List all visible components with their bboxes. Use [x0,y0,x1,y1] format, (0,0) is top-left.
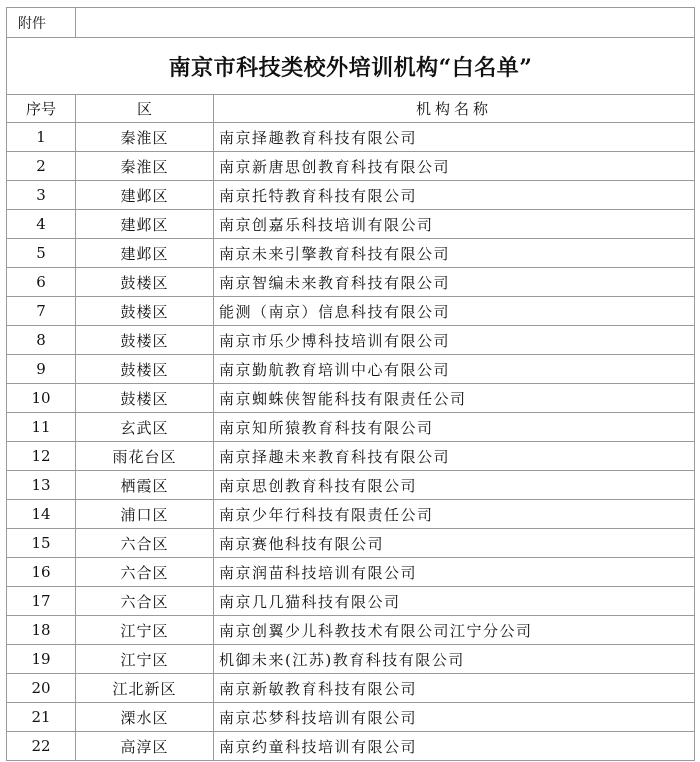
row-district: 江宁区 [76,616,214,645]
row-name: 南京润苗科技培训有限公司 [214,558,695,587]
row-district: 雨花台区 [76,442,214,471]
table-row [7,500,695,529]
row-index: 8 [7,326,76,355]
row-index: 14 [7,500,76,529]
title-row [7,38,695,95]
row-index: 6 [7,268,76,297]
row-index: 17 [7,587,76,616]
row-index: 1 [7,123,76,152]
table-row [7,181,695,210]
table-row [7,326,695,355]
row-name: 南京创翼少儿科教技术有限公司江宁分公司 [214,616,695,645]
row-index: 22 [7,732,76,761]
row-name: 南京少年行科技有限责任公司 [214,500,695,529]
header-row [7,95,695,123]
row-name: 南京创嘉乐科技培训有限公司 [214,210,695,239]
table-row [7,442,695,471]
table-row [7,297,695,326]
row-name: 南京知所猿教育科技有限公司 [214,413,695,442]
row-index: 3 [7,181,76,210]
attachment-blank [76,8,695,38]
attachment-row [7,8,695,38]
row-index: 9 [7,355,76,384]
header-name: 机构名称 [214,95,695,123]
table-row [7,152,695,181]
row-district: 溧水区 [76,703,214,732]
row-name: 南京蜘蛛侠智能科技有限责任公司 [214,384,695,413]
row-index: 18 [7,616,76,645]
row-index: 5 [7,239,76,268]
table-row [7,355,695,384]
table-row [7,123,695,152]
row-name: 南京勤航教育培训中心有限公司 [214,355,695,384]
table-row [7,558,695,587]
row-district: 玄武区 [76,413,214,442]
row-district: 鼓楼区 [76,268,214,297]
row-district: 鼓楼区 [76,355,214,384]
row-name: 南京市乐少博科技培训有限公司 [214,326,695,355]
row-district: 高淳区 [76,732,214,761]
row-district: 栖霞区 [76,471,214,500]
row-index: 13 [7,471,76,500]
row-index: 4 [7,210,76,239]
row-district: 江北新区 [76,674,214,703]
row-index: 20 [7,674,76,703]
table-row [7,210,695,239]
row-district: 六合区 [76,529,214,558]
row-district: 建邺区 [76,239,214,268]
row-district: 六合区 [76,587,214,616]
whitelist-table [6,7,695,761]
row-district: 六合区 [76,558,214,587]
row-name: 南京择趣未来教育科技有限公司 [214,442,695,471]
row-index: 12 [7,442,76,471]
row-name: 南京智编未来教育科技有限公司 [214,268,695,297]
row-district: 建邺区 [76,181,214,210]
table-row [7,703,695,732]
row-name: 南京未来引擎教育科技有限公司 [214,239,695,268]
row-index: 7 [7,297,76,326]
document-sheet [6,7,694,761]
row-name: 机御未来(江苏)教育科技有限公司 [214,645,695,674]
attachment-label: 附件 [7,8,76,38]
row-district: 秦淮区 [76,123,214,152]
row-name: 南京择趣教育科技有限公司 [214,123,695,152]
row-district: 江宁区 [76,645,214,674]
row-district: 建邺区 [76,210,214,239]
table-row [7,471,695,500]
table-row [7,732,695,761]
row-name: 南京托特教育科技有限公司 [214,181,695,210]
row-index: 16 [7,558,76,587]
row-name: 能测（南京）信息科技有限公司 [214,297,695,326]
row-index: 2 [7,152,76,181]
table-row [7,413,695,442]
row-district: 浦口区 [76,500,214,529]
row-name: 南京新唐思创教育科技有限公司 [214,152,695,181]
row-district: 秦淮区 [76,152,214,181]
row-name: 南京芯梦科技培训有限公司 [214,703,695,732]
table-row [7,645,695,674]
row-index: 10 [7,384,76,413]
row-name: 南京几几猫科技有限公司 [214,587,695,616]
row-name: 南京约童科技培训有限公司 [214,732,695,761]
row-name: 南京赛他科技有限公司 [214,529,695,558]
table-row [7,587,695,616]
header-index: 序号 [7,95,76,123]
header-district: 区 [76,95,214,123]
table-row [7,384,695,413]
row-index: 21 [7,703,76,732]
table-row [7,268,695,297]
row-index: 19 [7,645,76,674]
row-name: 南京思创教育科技有限公司 [214,471,695,500]
row-district: 鼓楼区 [76,326,214,355]
table-row [7,616,695,645]
row-index: 11 [7,413,76,442]
table-row [7,674,695,703]
row-district: 鼓楼区 [76,297,214,326]
document-title: 南京市科技类校外培训机构“白名单” [7,38,695,95]
row-index: 15 [7,529,76,558]
table-row [7,529,695,558]
table-row [7,239,695,268]
row-name: 南京新敏教育科技有限公司 [214,674,695,703]
row-district: 鼓楼区 [76,384,214,413]
